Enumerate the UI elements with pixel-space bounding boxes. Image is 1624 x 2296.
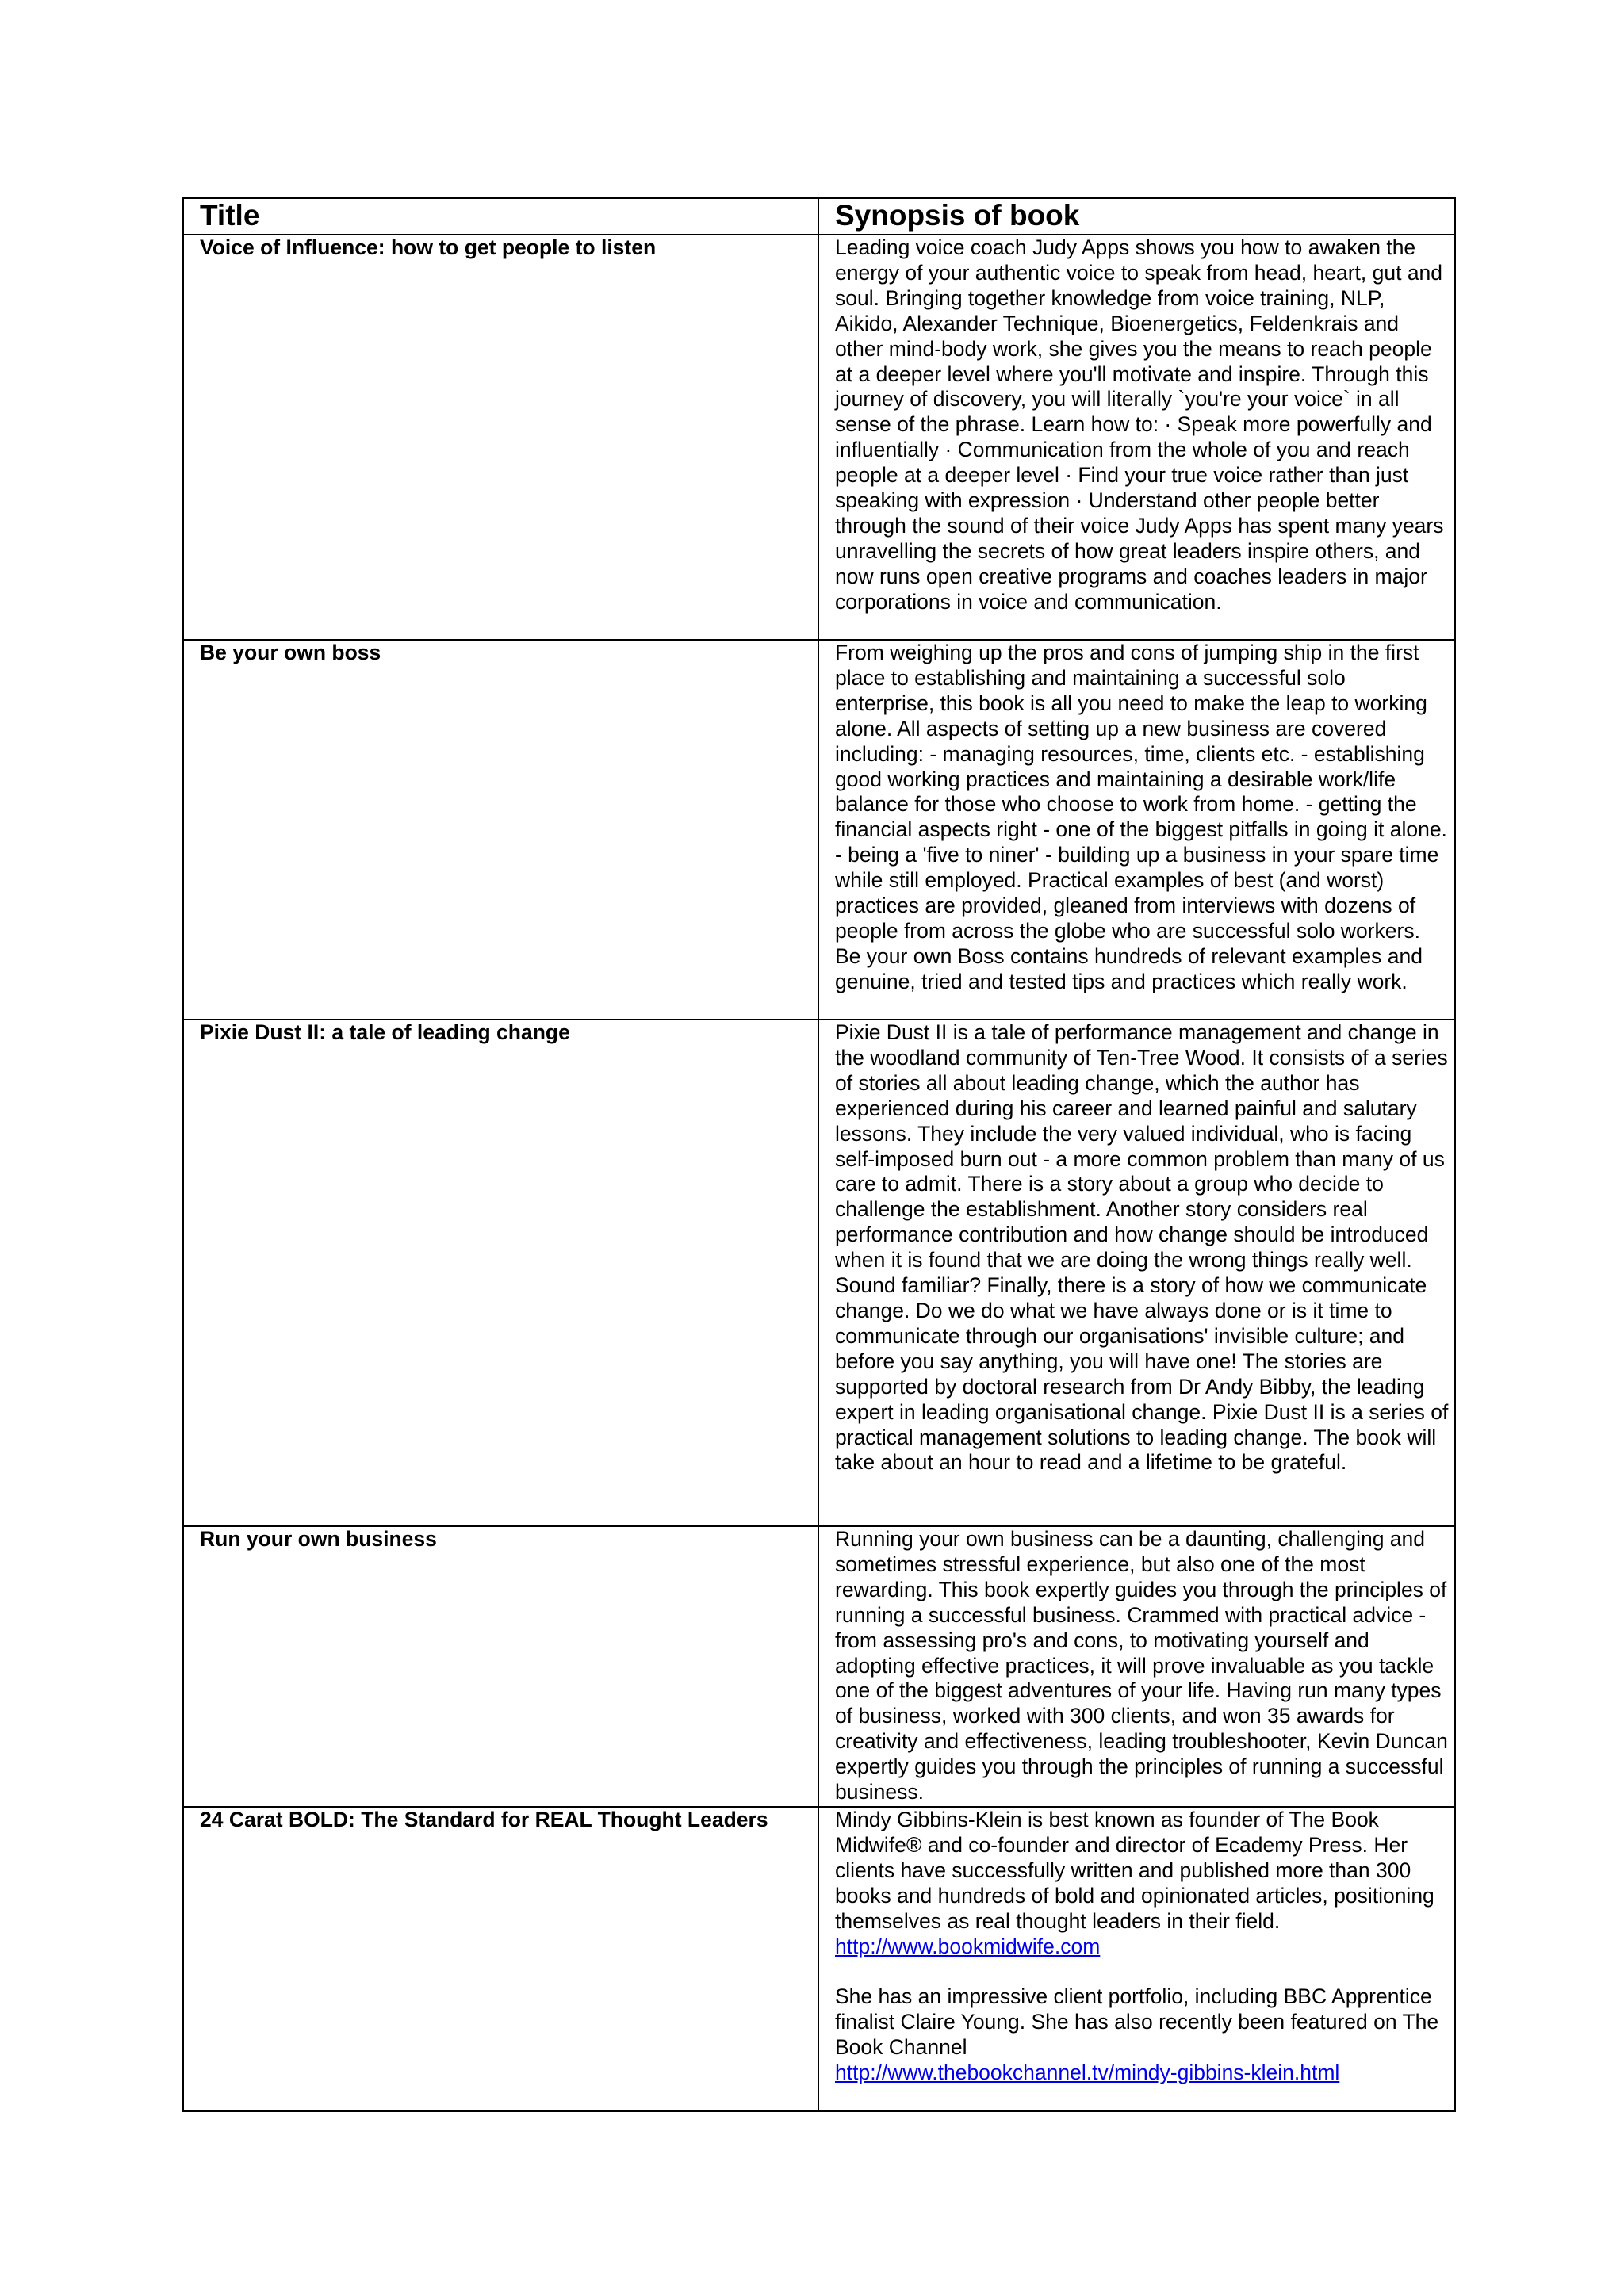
bookchannel-link[interactable]: http://www.thebookchannel.tv/mindy-gibbins-klein.html [835,2061,1340,2085]
book-synopsis-cell: From weighing up the pros and cons of jumping ship in the first place to establishing and maintaining a successful solo enterprise, this book is all you need to make the leap to working alone. All aspects of setting up a new business are covered including: - managing resources, time, clients etc. - establishing good working practices and maintaining a desirable work/life balance for those who choose to work from home. - getting the financial aspects right - one of the biggest pitfalls in going it alone. - being a 'five to niner' - building up a business in your spare time while still employed. Practical examples of best (and worst) practices are provided, gleaned from interviews with dozens of people from across the globe who are successful solo workers. Be your own Boss contains hundreds of relevant examples and genuine, tried and tested tips and practices which really work. [818,640,1455,1020]
book-title-cell: Run your own business [183,1526,818,1807]
book-title-cell: Pixie Dust II: a tale of leading change [183,1020,818,1526]
column-header-title: Title [183,198,818,235]
header-row [183,198,1455,235]
book-title-cell: Voice of Influence: how to get people to listen [183,235,818,640]
column-header-synopsis: Synopsis of book [818,198,1455,235]
paragraph-spacer [835,1959,1450,1984]
book-title-cell: Be your own boss [183,640,818,1020]
book-synopsis-cell: Running your own business can be a daunting, challenging and sometimes stressful experience, but also one of the most rewarding. This book expertly guides you through the principles of running a successful business. Crammed with practical advice - from assessing pro's and cons, to motivating yourself and adopting effective practices, it will prove invaluable as you tackle one of the biggest adventures of your life. Having run many types of business, worked with 300 clients, and won 35 awards for creativity and effectiveness, leading troubleshooter, Kevin Duncan expertly guides you through the principles of running a successful business. [818,1526,1455,1807]
bookmidwife-link[interactable]: http://www.bookmidwife.com [835,1934,1101,1958]
book-synopsis-cell [818,1807,1455,2111]
table-row [183,640,1455,1020]
book-synopsis-table [182,197,1456,2112]
book-title-cell: 24 Carat BOLD: The Standard for REAL Thought Leaders [183,1807,818,2111]
table-row [183,1807,1455,2111]
book-synopsis-cell: Pixie Dust II is a tale of performance management and change in the woodland community of Ten-Tree Wood. It consists of a series of stories all about leading change, which the author has experienced during his career and learned painful and salutary lessons. They include the very valued individual, who is facing self-imposed burn out - a more common problem than many of us care to admit. There is a story about a group who decide to challenge the establishment. Another story considers real performance contribution and how change should be introduced when it is found that we are doing the wrong things really well. Sound familiar? Finally, there is a story of how we communicate change. Do we do what we have always done or is it time to communicate through our organisations' invisible culture; and before you say anything, you will have one! The stories are supported by doctoral research from Dr Andy Bibby, the leading expert in leading organisational change. Pixie Dust II is a series of practical management solutions to leading change. The book will take about an hour to read and a lifetime to be grateful. [818,1020,1455,1526]
synopsis-paragraph: She has an impressive client portfolio, including BBC Apprentice finalist Claire Young. She has also recently been featured on The Book Channel [835,1984,1439,2060]
table-row [183,1020,1455,1526]
synopsis-paragraph: Mindy Gibbins-Klein is best known as founder of The Book Midwife® and co-founder and director of Ecademy Press. Her clients have successfully written and published more than 300 books and hundreds of bold and opinionated articles, positioning themselves as real thought leaders in their field. [835,1808,1434,1933]
book-synopsis-cell: Leading voice coach Judy Apps shows you how to awaken the energy of your authentic voice to speak from head, heart, gut and soul. Bringing together knowledge from voice training, NLP, Aikido, Alexander Technique, Bioenergetics, Feldenkrais and other mind-body work, she gives you the means to reach people at a deeper level where you'll motivate and inspire. Through this journey of discovery, you will literally `you're your voice` in all sense of the phrase. Learn how to: · Speak more powerfully and influentially · Communication from the whole of you and reach people at a deeper level · Find your true voice rather than just speaking with expression · Understand other people better through the sound of their voice Judy Apps has spent many years unravelling the secrets of how great leaders inspire others, and now runs open creative programs and coaches leaders in major corporations in voice and communication. [818,235,1455,640]
table-row [183,1526,1455,1807]
table-row [183,235,1455,640]
